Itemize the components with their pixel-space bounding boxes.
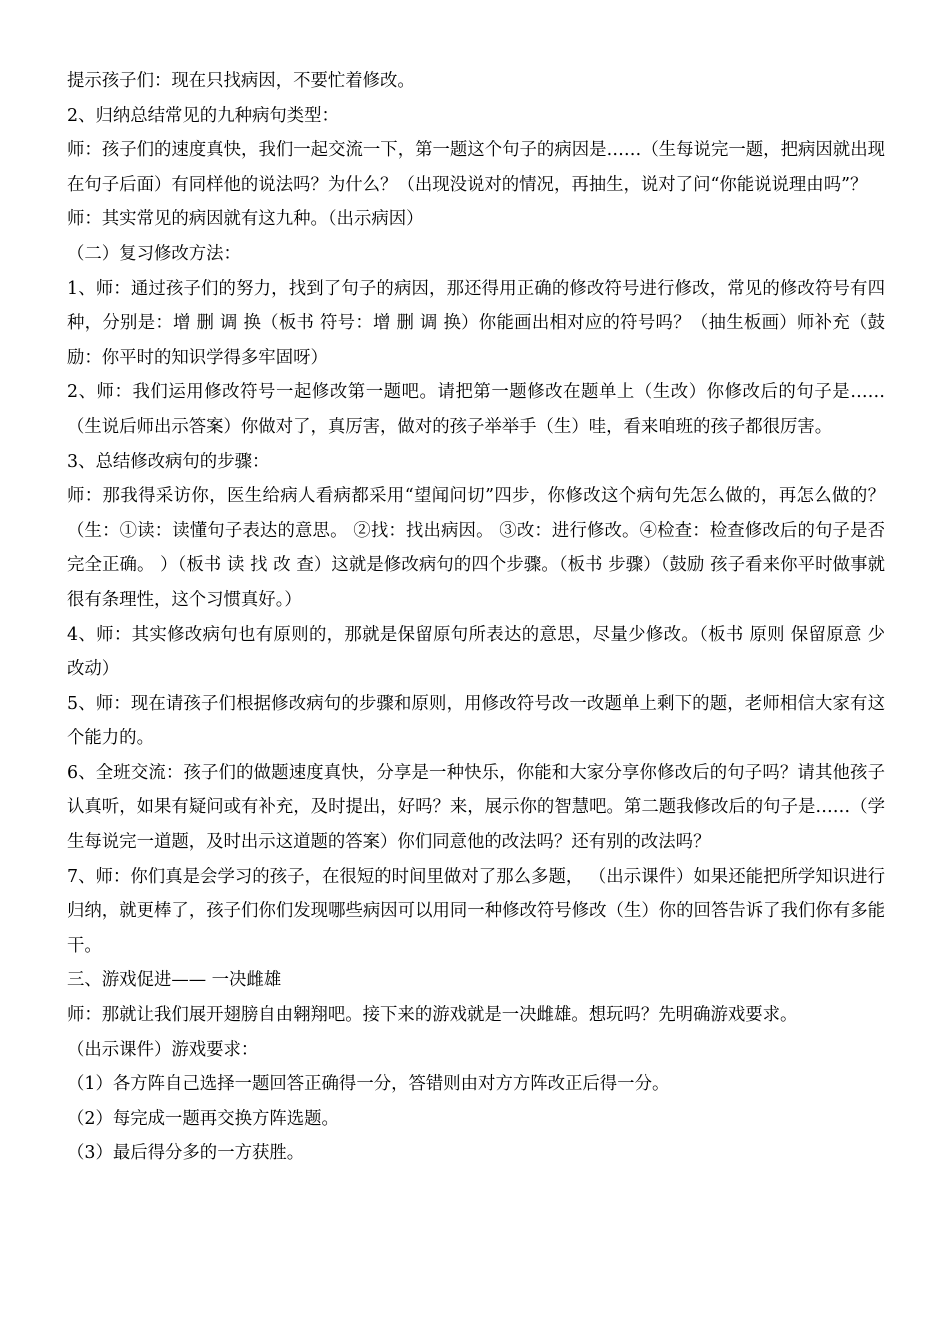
paragraph-item-2: 2、师：我们运用修改符号一起修改第一题吧。请把第一题修改在题单上（生改）你修改后的句子是……（生说后师出示答案）你做对了，真厉害，做对的孩子举举手（生）哇，看来咱班的孩子都很厉害。	[67, 382, 885, 437]
paragraph-game-rule-3: （3）最后得分多的一方获胜。	[67, 1143, 305, 1164]
paragraph-item-4: 4、师：其实修改病句也有原则的，那就是保留原句所表达的意思，尽量少修改。（板书 原则 保留原意 少改动）	[67, 624, 885, 680]
section-heading-review-methods: （二）复习修改方法：	[67, 243, 241, 264]
paragraph-step-2-heading: 2、归纳总结常见的九种病句类型：	[67, 105, 339, 126]
document-page	[67, 64, 885, 1171]
paragraph-hint: 提示孩子们：现在只找病因，不要忙着修改。	[67, 71, 415, 91]
paragraph-steps-detail: 师：那我得采访你，医生给病人看病都采用“望闻问切”四步，你修改这个病句先怎么做的，再怎么做的？（生：①读：读懂句子表达的意思。 ②找：找出病因。 ③改：进行修改。④检查：检查修改后的句子是否完全正确。 ）（板书 读 找 改 查）这就是修改病句的四个步骤。（板书 步骤）（鼓励 孩子看来你平时做事就很有条理性，这个习惯真好。）	[67, 486, 885, 610]
paragraph-nine-causes: 师：其实常见的病因就有这九种。（出示病因）	[67, 209, 424, 230]
paragraph-game-intro: 师：那就让我们展开翅膀自由翱翔吧。接下来的游戏就是一决雌雄。想玩吗？先明确游戏要求。	[67, 1005, 798, 1026]
paragraph-item-1: 1、师：通过孩子们的努力，找到了句子的病因，那还得用正确的修改符号进行修改，常见的修改符号有四种，分别是：增 删 调 换（板书 符号：增 删 调 换）你能画出相对应的符号吗？（抽生板画）师补充（鼓励：你平时的知识学得多牢固呀）	[67, 278, 885, 368]
paragraph-steps-heading: 3、总结修改病句的步骤：	[67, 451, 270, 472]
paragraph-game-rule-1: （1）各方阵自己选择一题回答正确得一分，答错则由对方方阵改正后得一分。	[67, 1074, 670, 1095]
paragraph-item-7: 7、师：你们真是会学习的孩子，在很短的时间里做对了那么多题， （出示课件）如果还能把所学知识进行归纳，就更棒了，孩子们你们发现哪些病因可以用同一种修改符号修改（生）你的回答告诉了我们你有多能干。	[67, 866, 885, 956]
paragraph-game-rules-heading: （出示课件）游戏要求：	[67, 1039, 259, 1060]
section-heading-game: 三、游戏促进—— 一决雌雄	[67, 970, 282, 991]
paragraph-game-rule-2: （2）每完成一题再交换方阵选题。	[67, 1108, 339, 1129]
paragraph-item-5: 5、师：现在请孩子们根据修改病句的步骤和原则，用修改符号改一改题单上剩下的题，老师相信大家有这个能力的。	[67, 693, 885, 749]
paragraph-teacher-exchange: 师：孩子们的速度真快，我们一起交流一下，第一题这个句子的病因是……（生每说完一题，把病因就出现在句子后面）有同样他的说法吗？为什么？（出现没说对的情况，再抽生，说对了问“你能说说理由吗”？	[67, 140, 885, 195]
paragraph-item-6: 6、全班交流：孩子们的做题速度真快，分享是一种快乐，你能和大家分享你修改后的句子吗？请其他孩子认真听，如果有疑问或有补充，及时提出，好吗？来，展示你的智慧吧。第二题我修改后的句子是……（学生每说完一道题，及时出示这道题的答案）你们同意他的改法吗？还有别的改法吗？	[67, 762, 885, 853]
